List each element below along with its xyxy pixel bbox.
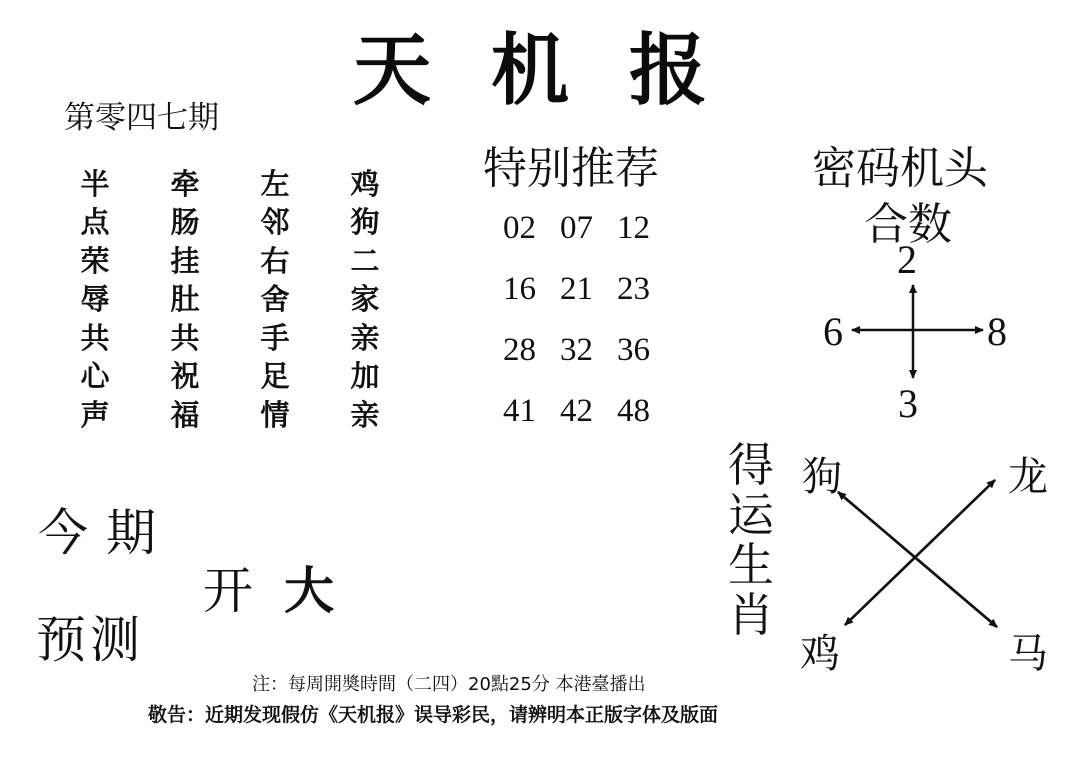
poem-char: 加	[350, 359, 380, 394]
code-digit-left: 6	[823, 309, 843, 354]
poem-char: 右	[260, 243, 290, 278]
poem-char: 亲	[350, 320, 380, 355]
number: 07	[560, 210, 593, 246]
poem-char: 牵	[170, 166, 200, 201]
number: 21	[560, 271, 593, 307]
code-digit-top: 2	[897, 237, 917, 282]
poem-char: 肚	[170, 282, 200, 317]
number: 41	[503, 393, 536, 429]
poem-char: 邻	[260, 205, 290, 240]
prediction-line-3: 预测	[36, 611, 144, 669]
poem-char: 共	[170, 320, 200, 355]
prediction-line-1: 今期	[38, 504, 174, 562]
page-title: 天机报	[352, 25, 767, 116]
number: 42	[560, 393, 593, 429]
poem-char: 点	[80, 205, 110, 240]
number: 23	[617, 271, 650, 307]
number: 28	[503, 332, 536, 368]
zodiac-bottom-right: 马	[1008, 631, 1048, 677]
cross-arrows-icon	[852, 285, 983, 378]
code-head-subtitle: 合数	[864, 199, 952, 250]
poem-char: 心	[80, 359, 110, 394]
code-head-title: 密码机头	[812, 143, 988, 194]
zodiac-bottom-left: 鸡	[800, 631, 840, 677]
number: 36	[617, 332, 650, 368]
footer-note: 注：每周開奬時間（二四）20點25分 本港臺播出	[252, 674, 646, 695]
poem-char: 手	[260, 320, 290, 355]
issue-number: 第零四七期	[64, 100, 219, 136]
zodiac-top-left: 狗	[802, 454, 842, 500]
number: 48	[617, 393, 650, 429]
poem-char: 挂	[170, 243, 200, 278]
poem-char: 祝	[170, 359, 200, 394]
poem-char: 情	[260, 397, 290, 432]
poem-char: 家	[350, 282, 380, 317]
code-digit-bottom: 3	[898, 381, 918, 426]
number: 16	[503, 271, 536, 307]
poem-char: 二	[350, 243, 380, 278]
prediction-result: 大	[284, 561, 334, 620]
poem-char: 声	[80, 397, 110, 432]
poem-char: 左	[260, 166, 290, 201]
poem-char: 狗	[350, 205, 380, 240]
zodiac-top-right: 龙	[1008, 454, 1048, 500]
number: 02	[503, 210, 536, 246]
poem-char: 舍	[260, 282, 290, 317]
code-digit-right: 8	[987, 309, 1007, 354]
poem-char: 福	[170, 397, 200, 432]
poem-char: 半	[80, 166, 110, 201]
prediction-open: 开	[203, 562, 271, 620]
poem-char: 共	[80, 320, 110, 355]
number: 32	[560, 332, 593, 368]
poem-char: 鸡	[350, 166, 380, 201]
poem-char: 亲	[350, 397, 380, 432]
poem-char: 荣	[80, 243, 110, 278]
number: 12	[617, 210, 650, 246]
poem-char: 足	[260, 359, 290, 394]
recommend-title: 特别推荐	[483, 143, 659, 194]
lucky-zodiac-title: 得运生肖	[728, 438, 774, 642]
poem-char: 辱	[80, 282, 110, 317]
footer-warning: 敬告：近期发现假仿《天机报》误导彩民，请辨明本正版字体及版面	[148, 704, 719, 726]
x-arrows-icon	[838, 480, 997, 627]
poem-char: 肠	[170, 205, 200, 240]
